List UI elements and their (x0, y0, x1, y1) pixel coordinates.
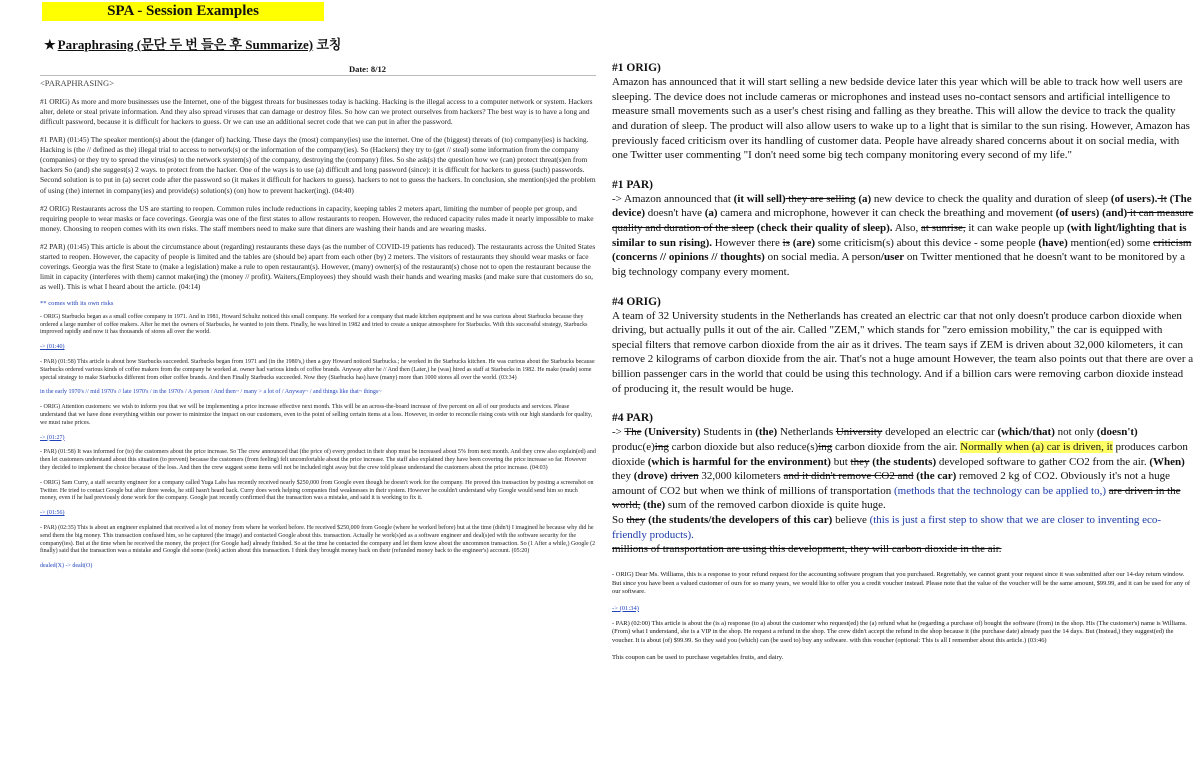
paraphrasing-tag: <PARAPHRASING> (40, 78, 114, 88)
par-refund: - PAR) (02:00) This article is about the (is a) response (to a) about the customer who request(ed) the (a) refund what he (regarding a purchase of) bought the software (from) in the shop. His (The customer's) name is Williams. (From) what I understand, she is a VIP in the shop. He request a refund in the shop. The crew didn't accept the refund in the shop because it (the purchase date) already past the 14 days. But (Instead,) they suggest(ed) the voucher. It is about (of) $99.99. So they said you (which) can (be used to) buy any software. with this voucher (optional: This is all I remember about this article.) (03:46) (612, 619, 1187, 644)
orig-1-text: Amazon has announced that it will start selling a new bedside device later this year which will be able to track how well users are sleeping. The device does not include cameras or microphones and instead uses no-contact sensors and artificial intelligence to measure small movements such as a user's chest rising and falling as they breathe. This will allow the device to track the quality and duration of sleep. The product will also allow users to wake up to a light that is similar to the sun rising. However, Amazon has previously faced criticism over its handling of customer data. People have already shared concerns about it on social media, with one Twitter user commenting "I don't need some big tech company monitoring every second of my life." (612, 76, 1190, 162)
par-4-heading: #4 PAR) (612, 412, 653, 425)
par-1-heading: #1 PAR) (612, 178, 653, 191)
note-dealt: dealed(X) -> dealt(O) (40, 563, 93, 570)
page-title: SPA - Session Examples (107, 3, 259, 19)
note-risks: ** comes with its own risks (40, 300, 114, 308)
left-document-panel (40, 64, 596, 780)
page-title-banner (42, 2, 324, 21)
orig-4-text: A team of 32 University students in the Netherlands has created an electric car that not only doesn't produce carbon dioxide when driving, but actually pulls it out of the air. Called "ZEM," which stands for "zero emission mobility," the car is equipped with special filters that remove carbon dioxide from the air as it drives. The team says if ZEM is driven about 32,000 kilometers, it can remove 2 kilograms of carbon dioxide from the air. That's not a huge amount However, the team also points out that there are over a billion passenger cars in the world that could be using this technology. And if a billion cars were removing carbon dioxide instead of producing it, the result would be huge. (612, 309, 1194, 395)
time-refund[interactable]: -> (01:34) (612, 604, 639, 612)
orig-paragraph-2: #2 ORIG) Restaurants across the US are starting to reopen. Common rules include reductions in capacity, keeping tables 2 meters apart, limiting the number of people per group, and requiring people to wear masks or face coverings. Georgia was one of the first states to allow restaurants to reopen. However, the reduced capacity rules made it nearly impossible to make money. Choosing to reopen comes with its own risks. The staff members need to make sure that diners are washing their hands and are wearing masks. (40, 203, 594, 233)
orig-google: - ORIG) Sam Curry, a staff security engineer for a company called Yuga Labs has recently received nearly $250,000 from Google even though he doesn't work for the company. He proved this transaction by posting a screenshot on Twitter. He tried to contact Google but after three weeks, he still hasn't heard back. Curry does work helping companies find weaknesses in their system. However he couldn't understand why Google would send him so much money, even if he had previously done work for the company. Google just recently confirmed that the transaction was a mistake, and said it is working to fix it. (40, 479, 594, 502)
par-paragraph-1: #1 PAR) (01:45) The speaker mention(s) about the (danger of) hacking. These days the (most) company(ies) use the internet. One of the (biggest) threats of (to) company(ies) is hacking. Hacking is (the // defined as the) illegal trial to access to network(s) or the information of the company(ies). So (Hackers) they try to (get // steal) some information from the company (companies) or they try to spread the virus(es) to the network system(s) of the company, destroying the (company) files. So she ask(s) the question how we (can) protect threat(s)en from hackers So (and) she suggest(s) 2 ways. to protect from the hacker. One of the ways is to use (a) difficult and long password (since): it is difficult for hackers to guess (such) passwords. Second solution is to put in (a) secret code after the password so (it makes it difficult for hackers to guess). hackers to not to guess the hackers. In conclusion, she mention(s)ed the problem of using (the) internet in company(ies) and provide(s) solution(s) (on) how to prevent hacker(ing). (04:40) (40, 135, 596, 195)
orig-starbucks: - ORIG) Starbucks began as a small coffee company in 1971. And in 1981, Howard Schultz noticed this small company. He worked for a company that made kitchen equipment and he was curious about Starbucks because they ordered a large number of coffee makers. After he met the owners of Starbucks, he wanted to join them. Finally, he was hired in 1982 and tried to create a unique atmosphere for Starbucks. With this successful strategy, Starbucks improved rapidly and now it has thousands of stores all over the world. (40, 313, 588, 336)
section-subtitle (44, 34, 341, 53)
note-expressions: in the early 1970's // mid 1970's // late 1970's / in the 1970's / A person / And then~ / many > a lot of / Anyway~ / and things like that~ things~ (40, 389, 382, 396)
orig-price: - ORIG) Attention customers: we wish to inform you that we will be implementing a price increase effective next month. This will be an across-the-board increase of five percent on all of our products and services. Please understand that we have done everything within our power to minimize the impact on our customers, even to the point of selling certain items at a loss. However, in order to reconcile rising costs with our high standards for quality, we must raise prices. (40, 404, 593, 426)
subtitle-suffix: 코칭 (313, 37, 342, 52)
star-icon: ★ (44, 37, 56, 52)
time-starbucks[interactable]: -> (01:40) (40, 344, 65, 351)
time-price[interactable]: -> (01:27) (40, 434, 65, 441)
par-google: - PAR) (02:35) This is about an engineer explained that received a lot of money from where he worked before. He received $250,000 from Google (where he worked before) but at the time (didn't) I imagined he because why did he send them the big money. This transaction confused him, so he captured (the image) and contacted Google about this. transaction. Actually he work(s)ed as a software engineer and deal(s)ed with the software security for the company(ies). But at the time when he received the money, the project (for Google had) already finished. So at the time he contacted the company and let them know about the uncommon transaction. So (1 After a while,) Google (2 finally) said that the transaction was a mistake and Google did some (took) action about this transaction. I think they brought money back on their (refunded money back to the engineer's) account. (05:20) (40, 524, 596, 555)
time-google[interactable]: -> (01:56) (40, 510, 65, 517)
subtitle-text: Paraphrasing (문단 두 번 들은 후 Summarize) (57, 37, 314, 52)
orig-4-heading: #4 ORIG) (612, 295, 661, 308)
par-1-text: -> Amazon announced that (it will sell) they are selling (a) new device to check the quality and duration of sleep (of users). It (The device) doesn't have (a) camera and microphone, however it can check the breathing and movement (of users) (and) it can measure quality and duration of the sleep (check their quality of sleep). Also, at sunrise, it can wake people up (with light/lighting that is similar to sun rising). However there is (are) some criticism(s) about this device - some people (have) mention(ed) some criticism (concerns // opinions // thoughts) on social media. A person/user on Twitter mentioned that he doesn't want to be monitored by a big technology company every moment. (612, 192, 1194, 278)
right-document-panel (612, 62, 1194, 778)
par-paragraph-2: #2 PAR) (01:45) This article is about the circumstance about (regarding) restaurants these days (as the number of COVID-19 patients has reduced). The restaurants across the United States started to reopen. However, the capacity of people is limited and the tables are (should be) apart from each other (by) 2 meters. The visitors of restaurants they should wear masks or face coverings. Georgia was the first State to (make a legislation) make a rule to open restaurant(s). However, (many) owner(s) of the restaurant(s) chose not to open the restaurant because the limit in capacity (interferes with them) cannot make(ing) the (money // profit). Waiters,(Employees) they should wash their hands and wearing masks (and make sure that customers do so, as well). This is what I heard about the article. (04:14) (40, 241, 596, 291)
orig-1-heading: #1 ORIG) (612, 62, 661, 74)
session-date: Date: 8/12 (348, 64, 386, 74)
par-starbucks: - PAR) (01:58) This article is about how Starbucks succeeded. Starbucks began from 1971 and (in the 1980's,) then a guy Howard noticed Starbucks.; he worked in the Starbucks kitchen. He was curious about the Starbucks because Starbucks ordered various kinds of coffee makers from the company he worked at. owner had various kinds of coffee brands. Anyway after he // And then (Later,) he (was) hired as staff at Starbucks in 1982. He make (made) some special strategy to make Starbucks different from other coffee brands. And then Finally Starbucks succeeded. Now they (Starbucks has) have (many) more than 1000 stores all over the world. (03:34) (40, 358, 595, 381)
coupon-note: This coupon can be used to purchase vegetables fruits, and dairy. (612, 653, 784, 661)
orig-paragraph-1: #1 ORIG) As more and more businesses use the Internet, one of the biggest threats for businesses today is hacking. Hacking is the illegal access to a computer network or system. Hackers alter, delete or steal private information. And they also spread viruses that can damage or destroy files. So how can we protect ourselves from hackers? The best way is to have a long and difficult password, because it is difficult for hackers to guess. Or we can use an additional secret code that we can put in after the password. (40, 97, 593, 127)
divider (40, 75, 596, 76)
par-price: - PAR) (01:58) It was informed for (to) the customers about the price increase. So The crew announced that (the price of) every product in their shop must be increased about 5% from next month. And they crew also explain(ed) and then let customers understand about this situation (to prevent) because the customers (from feeling) felt uncomfortable about the price increase. The staff also explained they have been covering the price increase so far. However they decided to implement the choice because of the loss. And then the crew suggest some items will not be included right away but the crew told please understand the customers about the price increase. (04:03) (40, 449, 596, 471)
orig-refund: - ORIG) Dear Ms. Williams, this is a response to your refund request for the accounting software program that you purchased. Regrettably, we cannot grant your request since it was submitted after our 14-day return window. But since you have been a valued customer of ours for so many years, we would like to offer you a credit voucher instead. Please note that the value of the voucher will be the same amount, $99.99, and it can be used for any of our software. (612, 570, 1191, 596)
par-4-text: -> The (University) Students in (the) Netherlands University developed an electric car (which/that) not only (doesn't) produc(e)ing carbon dioxide but also reduce(s)ing carbon dioxide from the air. Normally when (a) car is driven, it produces carbon dioxide (which is harmful for the environment) but they (the students) developed software to gather CO2 from the air. (When) they (drove) driven 32,000 kilometers and it didn't remove CO2 and (the car) removed 2 kg of CO2. Obviously it's not a huge amount of CO2 but when we think of millions of transportation (methods that the technology can be applied to,) are driven in the world, (the) sum of the removed carbon dioxide is quite huge. So they (the students/the developers of this car) believe (this is just a first step to show that we are closer to inventing eco-friendly products). millions of transportation are using this development, they will carbon dioxide in the air. (612, 426, 1188, 556)
